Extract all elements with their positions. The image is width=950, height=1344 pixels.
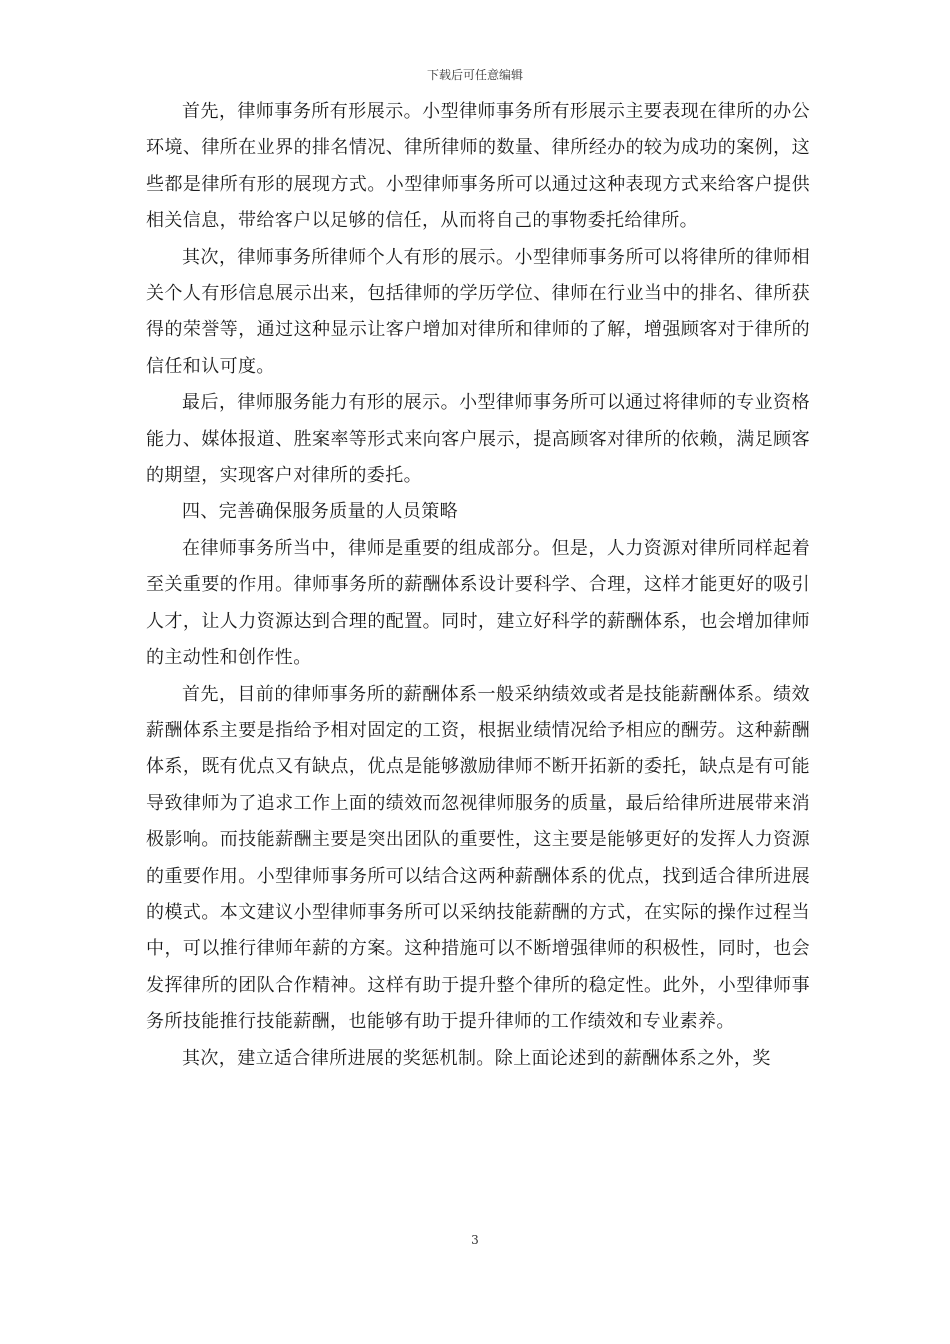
page-number: 3: [471, 1233, 479, 1247]
page-header: 下载后可任意编辑: [426, 68, 523, 82]
paragraph: 其次，建立适合律所进展的奖惩机制。除上面论述到的薪酬体系之外，奖: [182, 1047, 771, 1069]
paragraph: 其次，律师事务所律师个人有形的展示。小型律师事务所可以将律所的律师相关个人有形信息展示出来，包括律师的学历学位、律师在行业当中的排名、律所获得的荣誉等，通过这种显示让客户增加对律所和律师的了解，增强顾客对于律所的信任和认可度。: [146, 246, 810, 377]
body-content: [146, 94, 810, 1077]
paragraph: 在律师事务所当中，律师是重要的组成部分。但是，人力资源对律所同样起着至关重要的作用。律师事务所的薪酬体系设计要科学、合理，这样才能更好的吸引人才，让人力资源达到合理的配置。同时，建立好科学的薪酬体系，也会增加律师的主动性和创作性。: [146, 537, 810, 669]
paragraph: 首先，目前的律师事务所的薪酬体系一般采纳绩效或者是技能薪酬体系。绩效薪酬体系主要是指给予相对固定的工资，根据业绩情况给予相应的酬劳。这种薪酬体系，既有优点又有缺点，优点是能够激励律师不断开拓新的委托，缺点是有可能导致律师为了追求工作上面的绩效而忽视律师服务的质量，最后给律所进展带来消极影响。而技能薪酬主要是突出团队的重要性，这主要是能够更好的发挥人力资源的重要作用。小型律师事务所可以结合这两种薪酬体系的优点，找到适合律所进展的模式。本文建议小型律师事务所可以采纳技能薪酬的方式，在实际的操作过程当中，可以推行律师年薪的方案。这种措施可以不断增强律师的积极性，同时，也会发挥律所的团队合作精神。这样有助于提升整个律所的稳定性。此外，小型律师事务所技能推行技能薪酬，也能够有助于提升律师的工作绩效和专业素养。: [146, 683, 810, 1033]
paragraph: 最后，律师服务能力有形的展示。小型律师事务所可以通过将律师的专业资格能力、媒体报道、胜案率等形式来向客户展示，提高顾客对律所的依赖，满足顾客的期望，实现客户对律所的委托。: [146, 392, 810, 487]
section-heading: 四、完善确保服务质量的人员策略: [182, 501, 458, 523]
paragraph: 首先，律师事务所有形展示。小型律师事务所有形展示主要表现在律所的办公环境、律所在业界的排名情况、律所律师的数量、律所经办的较为成功的案例，这些都是律所有形的展现方式。小型律师事务所可以通过这种表现方式来给客户提供相关信息，带给客户以足够的信任，从而将自己的事物委托给律所。: [146, 101, 810, 232]
